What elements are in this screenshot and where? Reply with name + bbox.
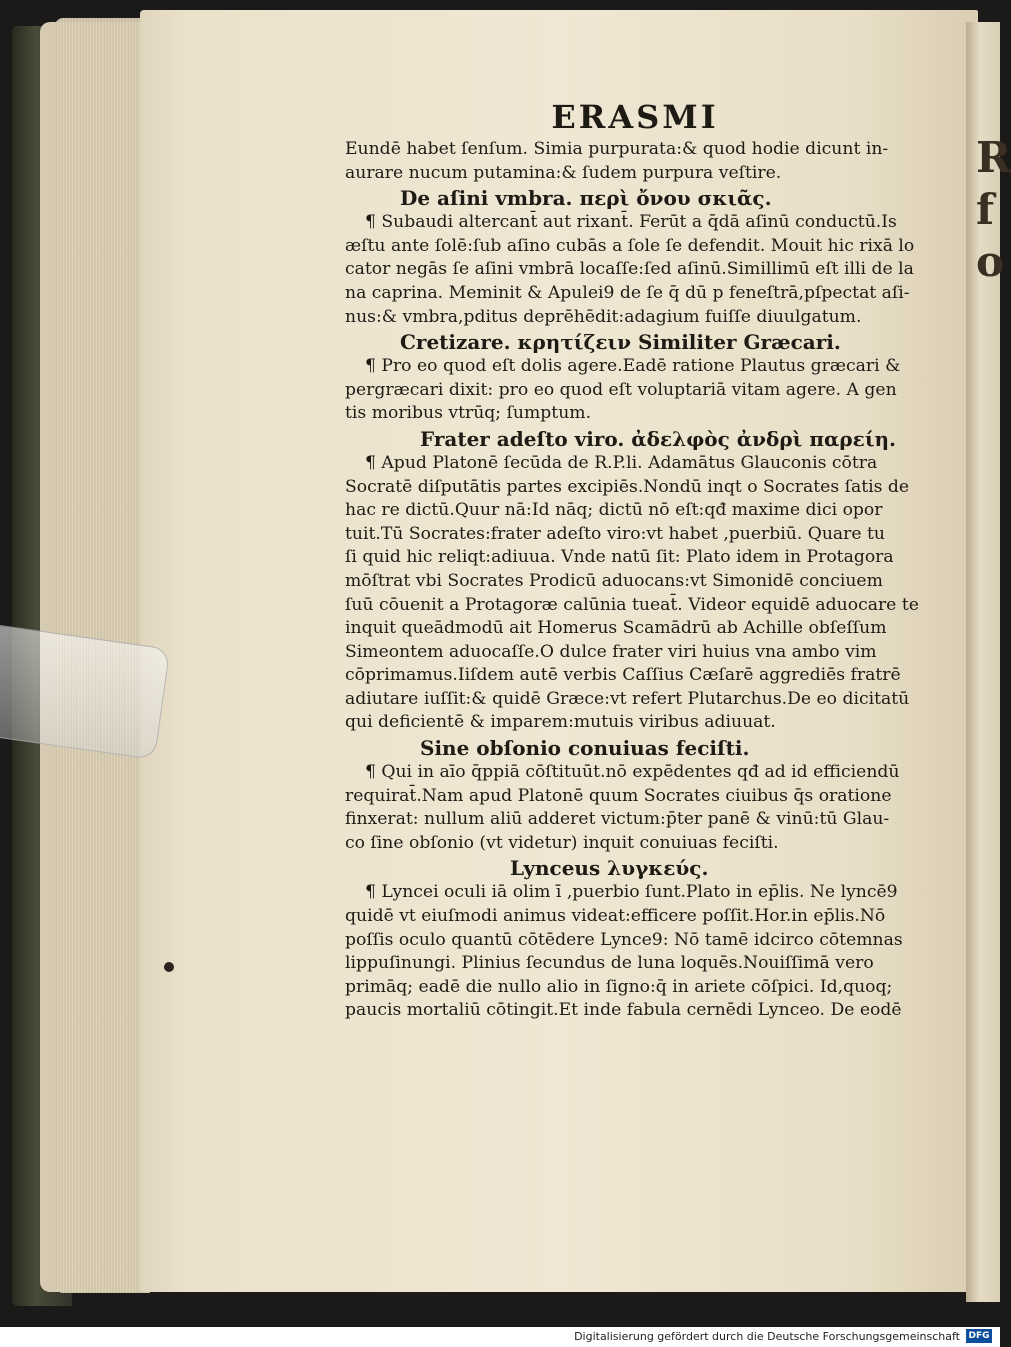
section-heading: Cretizare. κρητίζειν Similiter Græcari. bbox=[400, 330, 841, 355]
text-line: cator negās ſe aſini vmbrā locaſſe:ſed aſinū.Simillimū eſt illi de la bbox=[345, 259, 914, 280]
page-text bbox=[345, 98, 925, 1023]
text-line: finxerat: nullum aliū adderet victum:p̄ter panē & vinū:tū Glau- bbox=[345, 809, 890, 830]
text-line: ¶ Pro eo quod eſt dolis agere.Eadē ratione Plautus græcari & bbox=[365, 356, 901, 377]
text-line: nus:& vmbra,pditus deprēhēdit:adagium fuiſſe diuulgatum. bbox=[345, 306, 862, 327]
text-line: ſi quid hic reliqt:adiuua. Vnde natū ſit: Plato idem in Protagora bbox=[345, 547, 894, 568]
text-line: pergræcari dixit: pro eo quod eſt voluptariā vitam agere. A gen bbox=[345, 379, 897, 400]
section-heading: De aſini vmbra. περὶ ὄνου σκιᾶς. bbox=[400, 186, 772, 211]
text-line: poſſis oculo quantū cōtēdere Lynce9: Nō tamē idcirco cōtemnas bbox=[345, 929, 903, 950]
text-line: hac re dictū.Quur nā:Id nāq; dictū nō eſt:qđ maxime dici opor bbox=[345, 500, 883, 521]
section-heading: Lynceus λυγκεύς. bbox=[510, 856, 709, 881]
text-line: Socratē diſputātis partes excipiēs.Nondū inqt o Socrates ſatis de bbox=[345, 476, 910, 497]
text-line: cōprimamus.Iiſdem autē verbis Caſſius Cæſarē aggrediēs fratrē bbox=[345, 665, 901, 686]
text-line: co ſine obſonio (vt videtur) inquit conuiuas feciſti. bbox=[345, 832, 779, 853]
text-line: æſtu ante ſolē:ſub aſino cubās a ſole ſe defendit. Mouit hic rixā lo bbox=[345, 235, 915, 256]
text-line: tis moribus vtrūq; ſumptum. bbox=[345, 403, 592, 424]
bleed-letter: R bbox=[976, 133, 1011, 182]
bleed-letter: o bbox=[976, 237, 1005, 286]
text-line: mōſtrat vbi Socrates Prodicū aduocans:vt Simonidē conciuem bbox=[345, 570, 883, 591]
text-line: adiutare iuſſit:& quidē Græce:vt refert Plutarchus.De eo dicitatū bbox=[345, 688, 910, 709]
text-line: ¶ Qui in aīo q̄ppiā cōſtituūt.nō expēdentes qđ ad id efficiendū bbox=[365, 762, 900, 783]
text-lines bbox=[345, 138, 925, 1023]
running-head: ERASMI bbox=[551, 98, 719, 136]
text-line: tuit.Tū Socrates:frater adeſto viro:vt habet ,puerbiū. Quare tu bbox=[345, 523, 885, 544]
text-line: aurare nucum putamina:& ſudem purpura veſtire. bbox=[345, 162, 782, 183]
text-line: quidē vt eiuſmodi animus videat:efficere poſſit.Hor.in ep̄lis.Nō bbox=[345, 906, 886, 927]
text-line: Simeontem aduocaſſe.O dulce frater viri huius vna ambo vim bbox=[345, 641, 877, 662]
dfg-logo: DFG bbox=[966, 1329, 992, 1343]
footer-credit: Digitalisierung gefördert durch die Deutsche Forschungsgemeinschaft bbox=[574, 1330, 960, 1343]
text-line: ¶ Subaudi altercant̄ aut rixant̄. Ferūt a q̄dā aſinū conductū.Is bbox=[365, 212, 897, 233]
text-line: primāq; eadē die nullo alio in ſigno:q̄ in ariete cōſpici. Id,quoq; bbox=[345, 976, 893, 997]
text-line: paucis mortaliū cōtingit.Et inde fabula cernēdi Lynceo. De eodē bbox=[345, 1000, 902, 1021]
bleed-letter: f bbox=[976, 185, 995, 234]
text-line: Eundē habet ſenſum. Simia purpurata:& quod hodie dicunt in- bbox=[345, 139, 889, 159]
section-heading: Sine obſonio conuiuas feciſti. bbox=[420, 736, 750, 761]
page-holder-ruler bbox=[0, 625, 170, 760]
facing-page-letters bbox=[966, 22, 1010, 288]
facing-page-edge bbox=[966, 22, 1011, 1302]
digitization-footer bbox=[0, 1327, 1000, 1347]
text-line: na caprina. Meminit & Apulei9 de ſe q̄ dū p feneſtrā,pſpectat aſi- bbox=[345, 282, 910, 303]
section-heading: Frater adeſto viro. ἀδελφὸς ἀνδρὶ παρείη. bbox=[420, 426, 896, 451]
text-line: ¶ Lyncei oculi iā olim ī ,puerbio ſunt.Plato in ep̄lis. Ne lyncē9 bbox=[365, 882, 898, 903]
text-line: qui deficientē & imparem:mutuis viribus adiuuat. bbox=[345, 712, 776, 733]
text-line: ¶ Apud Platonē ſecūda de R.P.li. Adamātus Glauconis cōtra bbox=[365, 452, 878, 473]
text-line: requirat̄.Nam apud Platonē quum Socrates ciuibus q̄s oratione bbox=[345, 785, 892, 806]
text-line: lippuſinungi. Plinius ſecundus de luna loquēs.Nouiſſimā vero bbox=[345, 953, 874, 974]
text-line: ſuū cōuenit a Protagoræ calūnia tueat̄. Videor equidē aduocare te bbox=[345, 594, 919, 615]
text-line: inquit queādmodū ait Homerus Scamādrū ab Achille obſeſſum bbox=[345, 618, 887, 639]
